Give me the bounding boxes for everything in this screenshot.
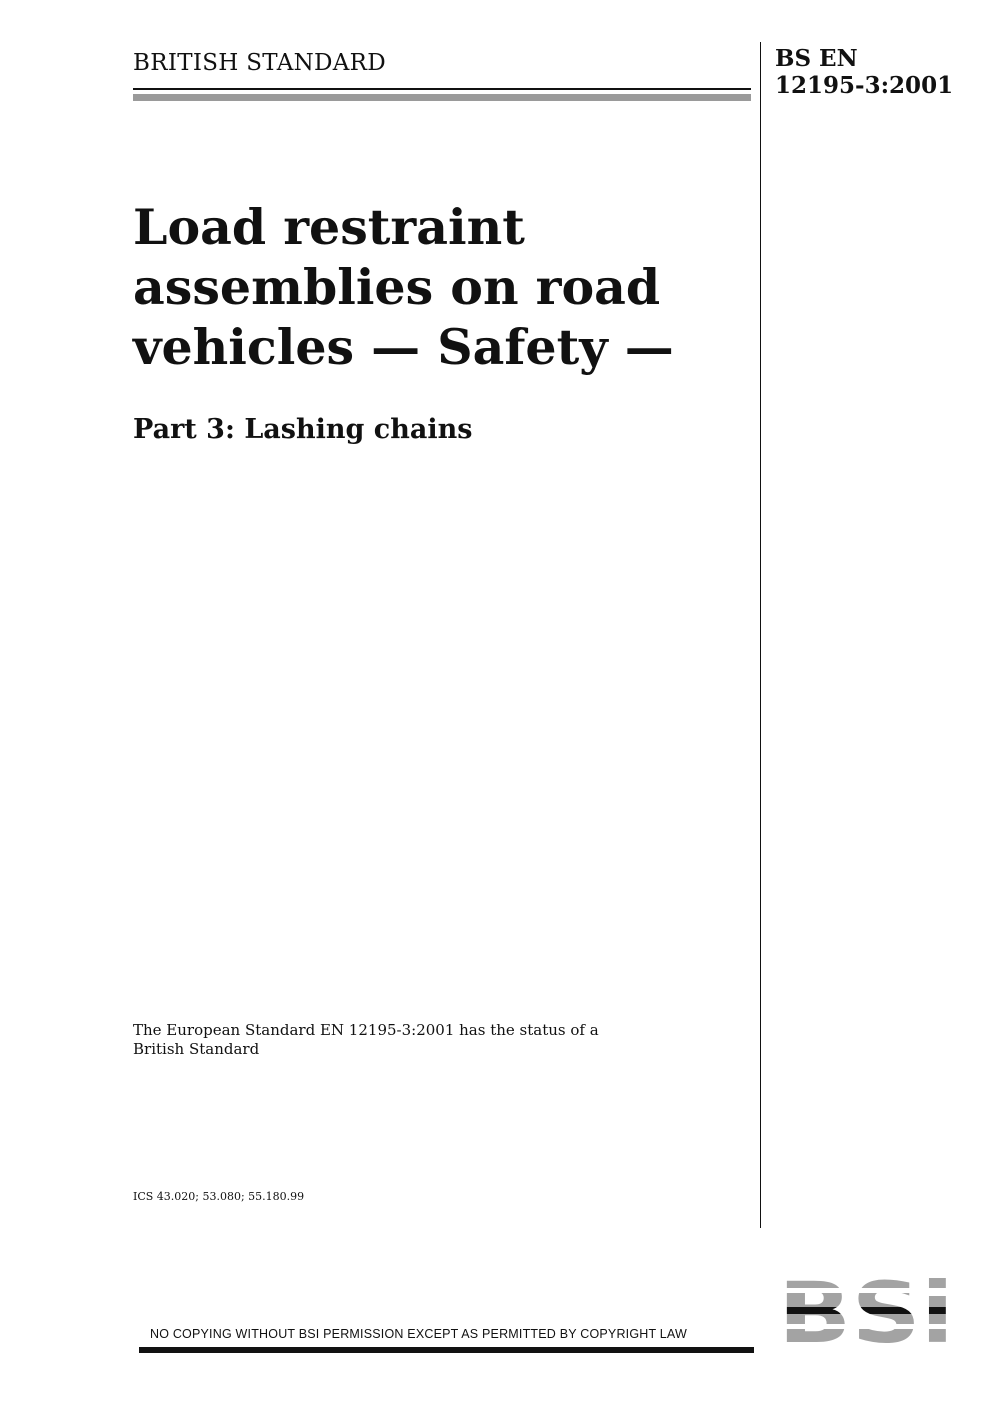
header-rule-thin (133, 88, 751, 90)
document-title-line3: vehicles — Safety — (133, 318, 674, 376)
document-title (133, 197, 743, 377)
status-line2: British Standard (133, 1040, 260, 1058)
status-statement (133, 1021, 733, 1059)
footer-rule (139, 1347, 754, 1353)
standard-type-label: BRITISH STANDARD (133, 50, 387, 76)
document-subtitle: Part 3: Lashing chains (133, 414, 473, 445)
document-title-line2: assemblies on road (133, 258, 661, 316)
status-line1: The European Standard EN 12195-3:2001 has the status of a (133, 1021, 599, 1039)
document-title-line1: Load restraint (133, 198, 525, 256)
document-number-line2: 12195-3:2001 (775, 72, 954, 99)
vertical-divider (760, 42, 761, 1228)
bsi-logo (778, 1276, 954, 1356)
copyright-notice: NO COPYING WITHOUT BSI PERMISSION EXCEPT AS PERMITTED BY COPYRIGHT LAW (150, 1327, 688, 1341)
document-number-line1: BS EN (775, 45, 858, 72)
header-rule-grey (133, 94, 751, 101)
ics-codes: ICS 43.020; 53.080; 55.180.99 (133, 1190, 305, 1203)
document-number (775, 45, 953, 99)
